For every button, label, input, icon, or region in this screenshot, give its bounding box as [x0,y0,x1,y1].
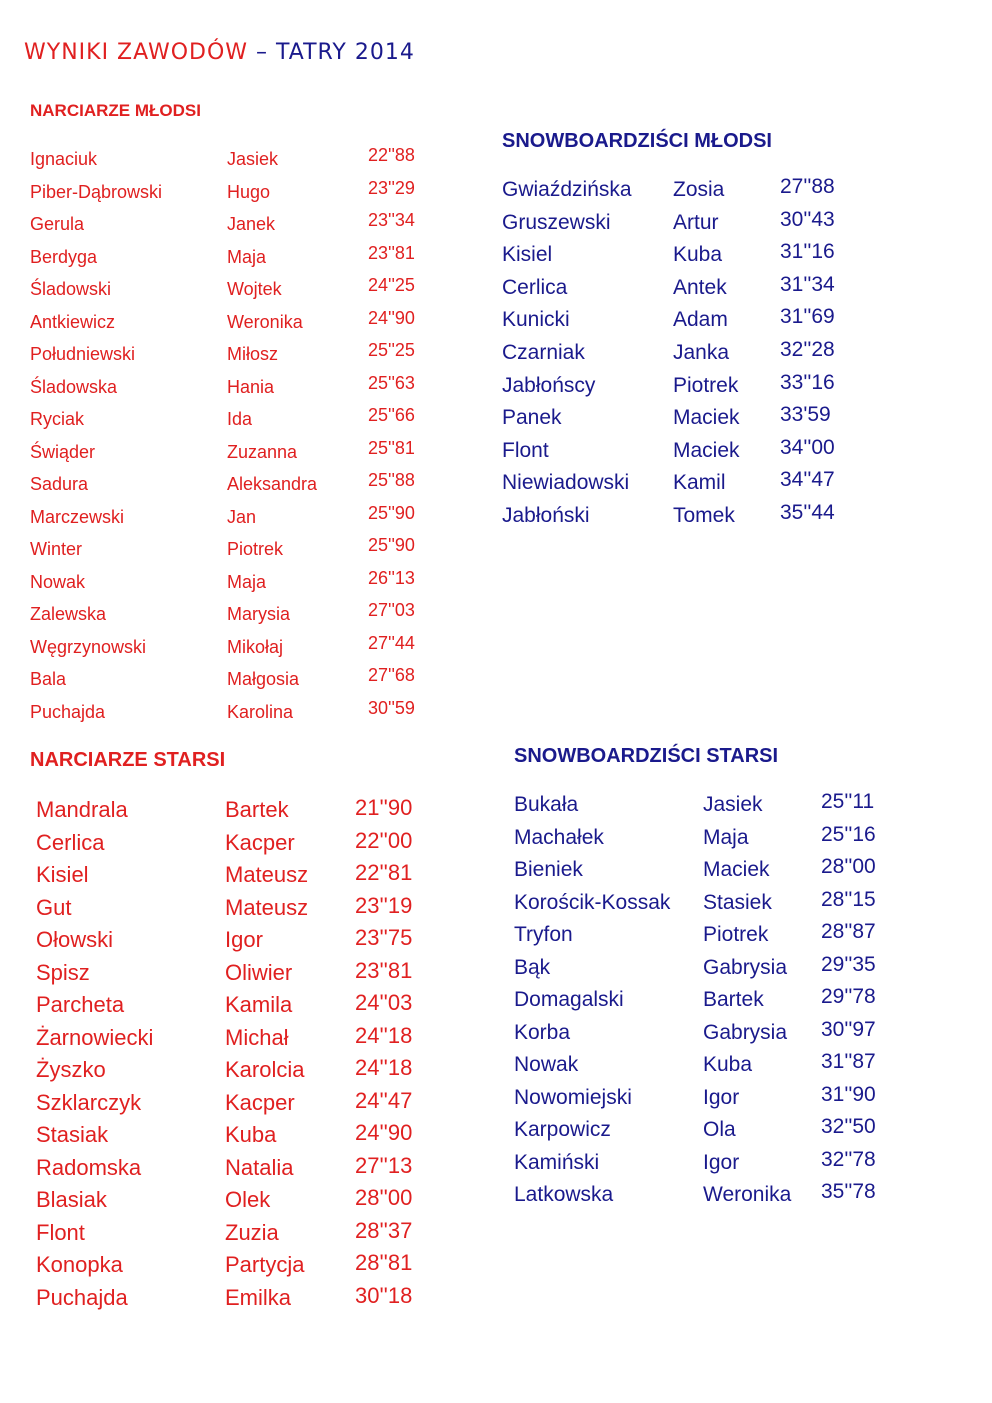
result-surname: Karpowicz [514,1118,611,1141]
result-time: 23''29 [368,177,415,198]
title-part-main: WYNIKI ZAWODÓW [24,40,249,65]
result-surname: Cerlica [502,275,568,299]
result-surname: Antkiewicz [30,311,116,332]
result-first-name: Karolcia [225,1057,305,1082]
result-surname: Śladowska [30,376,118,397]
result-first-name: Mateusz [225,894,309,920]
result-time: 27''44 [368,632,415,653]
result-first-name: Natalia [225,1154,294,1180]
result-first-name: Emilka [225,1284,292,1310]
result-time: 35''78 [821,1180,876,1203]
result-time: 29''35 [821,952,876,976]
result-first-name: Miłosz [227,344,279,364]
result-first-name: Kacper [225,829,295,855]
result-time: 30''43 [780,207,835,231]
result-surname: Świąder [30,441,96,462]
result-time: 25''66 [368,405,415,425]
result-time: 24''90 [368,307,415,328]
result-time: 28''81 [355,1250,413,1275]
result-first-name: Kuba [225,1122,277,1147]
result-first-name: Maja [227,246,267,267]
result-time: 22''88 [368,145,415,165]
section-heading-snowboardzisci-starsi: SNOWBOARDZIŚCI STARSI [514,745,779,767]
result-surname: Zalewska [30,604,107,624]
result-surname: Panek [502,406,562,430]
result-first-name: Igor [225,927,263,952]
result-first-name: Małgosia [227,669,300,689]
result-time: 24''90 [355,1120,413,1145]
result-surname: Ołowski [36,927,114,952]
result-time: 32''28 [780,337,835,361]
result-surname: Bukała [514,793,579,816]
result-surname: Kunicki [502,308,570,332]
result-surname: Kisiel [502,243,553,267]
result-surname: Nowak [30,571,86,592]
result-surname: Jabłońscy [502,373,596,397]
result-first-name: Kamila [225,992,293,1017]
result-surname: Nowomiejski [514,1085,632,1109]
result-time: 24''47 [355,1087,413,1113]
result-surname: Szklarczyk [36,1089,142,1115]
result-surname: Puchajda [36,1284,128,1310]
result-surname: Mandrala [36,797,128,822]
result-surname: Ignaciuk [30,149,98,169]
result-first-name: Jan [227,506,257,527]
result-surname: Śladowski [30,279,112,299]
result-first-name: Zuzanna [227,441,298,462]
result-time: 25''81 [368,437,415,458]
result-time: 31''16 [780,240,835,264]
result-first-name: Aleksandra [227,474,318,494]
result-surname: Nowak [514,1053,579,1076]
result-time: 27''13 [355,1152,413,1178]
result-first-name: Jasiek [703,793,763,816]
result-surname: Gwiaździńska [502,178,632,201]
result-first-name: Stasiek [703,890,772,914]
result-time: 28''15 [821,887,876,911]
section-heading-narciarze-mlodsi: NARCIARZE MŁODSI [30,101,201,120]
result-first-name: Maja [703,825,749,849]
result-time: 25''90 [368,535,415,555]
result-time: 23''81 [368,242,415,263]
result-surname: Flont [36,1219,85,1245]
result-first-name: Marysia [227,604,291,624]
result-time: 22''00 [355,827,413,853]
result-surname: Korba [514,1020,571,1044]
result-surname: Puchajda [30,701,106,722]
result-surname: Sadura [30,474,89,494]
result-first-name: Ida [227,409,253,429]
result-time: 32''50 [821,1115,876,1138]
result-first-name: Artur [673,210,719,234]
result-first-name: Piotrek [227,539,284,559]
result-first-name: Gabrysia [703,955,788,979]
result-time: 26''13 [368,567,415,588]
result-time: 27''88 [780,175,835,198]
result-first-name: Tomek [673,503,735,527]
result-time: 30''97 [821,1017,876,1041]
result-time: 25''16 [821,822,876,846]
result-first-name: Maciek [673,438,740,462]
result-first-name: Igor [703,1085,740,1109]
section-heading-snowboardzisci-mlodsi: SNOWBOARDZIŚCI MŁODSI [502,130,772,152]
result-surname: Latkowska [514,1183,614,1206]
result-surname: Czarniak [502,340,585,364]
result-surname: Blasiak [36,1187,107,1212]
result-time: 28''00 [355,1185,413,1210]
result-time: 23''19 [355,892,413,918]
result-time: 23''75 [355,925,413,950]
result-surname: Jabłoński [502,503,590,527]
result-surname: Machałek [514,825,604,849]
result-first-name: Zosia [673,178,725,201]
result-first-name: Maja [227,571,267,592]
result-time: 31''34 [780,272,835,296]
result-time: 28''37 [355,1217,413,1243]
section-heading-narciarze-starsi: NARCIARZE STARSI [30,749,226,771]
result-time: 24''03 [355,990,413,1015]
result-surname: Tryfon [514,923,573,946]
result-surname: Konopka [36,1252,123,1277]
result-first-name: Michał [225,1024,289,1050]
result-time: 33''16 [780,370,835,394]
page-title [24,40,415,65]
result-surname: Berdyga [30,246,98,267]
result-time: 22''81 [355,860,413,885]
result-first-name: Mateusz [225,862,309,887]
result-first-name: Jasiek [227,149,279,169]
result-time: 25''90 [368,502,415,523]
result-first-name: Kacper [225,1089,295,1115]
result-first-name: Karolina [227,701,294,722]
result-first-name: Bartek [225,797,289,822]
result-first-name: Mikołaj [227,636,284,657]
result-first-name: Piotrek [673,373,739,397]
result-time: 23''81 [355,957,413,983]
result-first-name: Antek [673,275,727,299]
result-surname: Kisiel [36,862,89,887]
result-first-name: Igor [703,1150,740,1174]
result-first-name: Hania [227,376,275,397]
result-time: 27''68 [368,665,415,685]
result-time: 31''69 [780,305,835,329]
result-first-name: Kamil [673,471,726,495]
result-surname: Radomska [36,1154,142,1180]
result-surname: Gerula [30,214,85,234]
result-time: 30''59 [368,697,415,718]
result-first-name: Partycja [225,1252,305,1277]
result-time: 27''03 [368,600,415,620]
result-time: 21''90 [355,795,413,820]
result-surname: Piber-Dąbrowski [30,181,163,202]
result-first-name: Hugo [227,181,271,202]
result-surname: Południewski [30,344,136,364]
result-time: 28''87 [821,920,876,943]
result-first-name: Piotrek [703,923,769,946]
result-surname: Bala [30,669,67,689]
result-time: 24''18 [355,1055,413,1080]
result-time: 34''00 [780,435,835,459]
result-time: 25''25 [368,340,415,360]
result-first-name: Weronika [227,311,303,332]
result-surname: Żyszko [36,1057,106,1082]
result-surname: Parcheta [36,992,125,1017]
result-first-name: Kuba [673,243,723,267]
result-time: 25''88 [368,470,415,490]
result-surname: Węgrzynowski [30,636,147,657]
result-first-name: Kuba [703,1053,753,1076]
result-first-name: Weronika [703,1183,792,1206]
result-time: 23''34 [368,210,415,230]
result-first-name: Adam [673,308,728,332]
result-time: 29''78 [821,985,876,1008]
result-surname: Niewiadowski [502,471,630,495]
result-time: 35''44 [780,500,835,524]
result-time: 28''00 [821,855,876,878]
result-first-name: Gabrysia [703,1020,788,1044]
result-time: 25''63 [368,372,415,393]
result-time: 30''18 [355,1282,413,1308]
result-first-name: Ola [703,1118,736,1141]
result-surname: Cerlica [36,829,105,855]
result-first-name: Maciek [673,406,740,430]
title-part-event: – TATRY 2014 [248,40,415,65]
result-surname: Spisz [36,959,90,985]
result-time: 24''25 [368,275,415,295]
result-surname: Stasiak [36,1122,109,1147]
result-surname: Żarnowiecki [36,1024,154,1050]
result-time: 34''47 [780,468,835,492]
result-first-name: Zuzia [225,1219,279,1245]
result-first-name: Bartek [703,988,764,1011]
result-first-name: Oliwier [225,959,293,985]
result-first-name: Janek [227,214,276,234]
result-surname: Winter [30,539,83,559]
result-first-name: Maciek [703,858,770,881]
result-surname: Korościk-Kossak [514,890,671,914]
result-time: 33'59 [780,403,831,427]
result-time: 31''90 [821,1082,876,1106]
result-first-name: Olek [225,1187,271,1212]
result-surname: Flont [502,438,549,462]
result-surname: Marczewski [30,506,125,527]
result-time: 31''87 [821,1050,876,1073]
result-surname: Gut [36,894,72,920]
result-first-name: Wojtek [227,279,282,299]
result-surname: Bąk [514,955,551,979]
result-time: 32''78 [821,1147,876,1171]
result-surname: Domagalski [514,988,624,1011]
result-surname: Bieniek [514,858,583,881]
result-first-name: Janka [673,340,730,364]
result-time: 24''18 [355,1022,413,1048]
result-surname: Ryciak [30,409,85,429]
result-time: 25''11 [821,790,875,813]
result-surname: Gruszewski [502,210,611,234]
result-surname: Kamiński [514,1150,600,1174]
